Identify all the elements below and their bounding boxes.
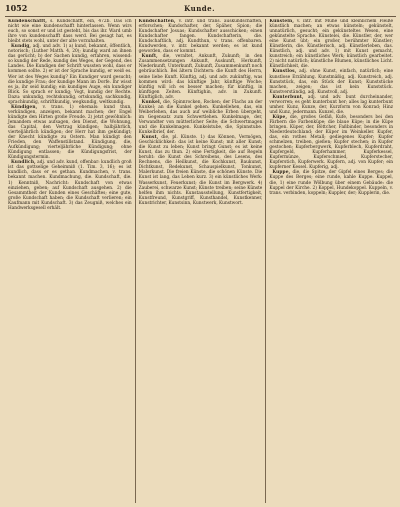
entry-paragraph: [139, 19, 263, 54]
text-columns: [5, 19, 396, 503]
entry-headword: Kunterbunt,: [272, 94, 304, 100]
entry-headword: Kuppe,: [272, 170, 291, 176]
page-header: [5, 3, 396, 17]
entry-text: v. intr. mit Mühe und kleinlichem Fleiße künstlich machen; an etwas künsteln; gekünstelt, unnatürlich, gesucht; ein gekünsteltes Wesen, eine gekünstelte Sprache. Künstelei, die. Künstler, der, wer eine Kunst übt; ein großer, berühmter Künstler; Künstlerin, die. Künstlerisch, adj. Künstlerleben, das. Künstlich, adj. und adv. 1) mit Kunst gemacht, kunstreich; ein künstliches Werk; künstlich gearbeitet. 2) nicht natürlich; künstliche Blumen, künstliches Licht. Künstlichkeit, die.: [269, 19, 394, 70]
entry-headword: Kundig,: [11, 44, 32, 50]
entry-paragraph: [8, 44, 132, 105]
entry-paragraph: [8, 19, 132, 44]
entry-paragraph: [8, 105, 132, 161]
entry-paragraph: [8, 160, 132, 210]
entry-text: adj. und adv. 1) a) kund, bekannt, öffentlich, notorisch; (Luther Matth. 4, 20); kundig ward an ihnen das gerücht; b) der Sachen kundig, erfahren, wissend: so kundig der Rede, kundig des Weges, der Gegend, des Landes. Die Kundigen der Schrift wussten wohl, dass er kommen sollte. 2) er ist der Sprache kundig, er weiß es. Wer ist des Weges kundig? Ein Kundiger ward gesucht; die kundige Frau; der kundige Mann im Dorfe. Ihr wisst es ja, ihr seid kundig; ein kundiges Auge, ein kundiger Blick. So sprach er kundig; Vogt, kundig der Rechte. Dazu: unkundig, rechtskundig, ortskundig, sachkundig, sprachkundig, schriftkundig, wegkundig, weltkundig.: [8, 44, 132, 105]
entry-paragraph: [269, 170, 393, 195]
entry-text: adj. ohne Kunst, einfach, natürlich; eine kunstlose Erzählung. Kunstmäßig, adj. Kunstreich, adj. Kunststück, das, ein Stück der Kunst; Kunststücke machen, zeigen; das ist kein Kunststück. Kunstverständig, adj. Kunstvoll, adj.: [269, 69, 394, 95]
entry-text: die, die Spitze, der Gipfel eines Berges; die Kuppe des Berges; eine runde, kahle Kuppe. Kuppel, die, 1) eine runde Wölbung über einem Gebäude: die Kuppel der Kirche. 2) Koppel, Hundekoppel. Kuppeln, v. trans. verbinden, koppeln; Kuppler, der; Kupplerin, die.: [269, 170, 394, 196]
entry-paragraph: [269, 115, 393, 171]
entry-paragraph: [139, 135, 263, 206]
column-right: [265, 19, 396, 503]
entry-paragraph: [269, 19, 393, 69]
entry-headword: Kunft,: [141, 54, 158, 60]
entry-text: v. trans. 1) ehemals: kund thun, verkündigen, anzeigen, bekannt machen; der Engel kündigte den Hirten große Freude. 2) jetzt gewöhnlich: Jemandem etwas aufsagen, den Dienst, die Wohnung, das Capital, den Vertrag kündigen; halbjährlich, vierteljährlich kündigen; der Herr hat ihm gekündigt; der Knecht kündigte zu Ostern. Man kündigt den Frieden, den Waffenstillstand. Kündigung, die, Aufkündigung; vierteljährliche Kündigung; ohne Kündigung entlassen; die Kündigungsfrist, der Kündigungstermin.: [8, 104, 132, 161]
entry-headword: Kunkel,: [141, 99, 162, 105]
entry-text: die, pl. Künste. 1) das Können, Vermögen, Geschicklichkeit: das ist keine Kunst; mit aller Kunst; die Kunst zu leben; Kunst bringt Gunst; es ist keine Kunst, das zu thun. 2) eine Fertigkeit, die auf Regeln beruht: die Kunst des Schreibens, des Lesens, des Rechnens, die Heilkunst, die Kochkunst, Baukunst, Dichtkunst, Redekunst, Schauspielkunst, Tonkunst, Malerkunst. Die freien Künste, die schönen Künste. Die Kunst ist lang, das Leben kurz. 3) ein künstliches Werk: Wasserkunst, Feuerkunst; die Kunst im Bergwerk. 4) Zauberei, schwarze Kunst; Künste treiben; seine Künste helfen ihm nichts. Kunstausstellung, Kunstfertigkeit, Kunstfreund, Kunstgriff, Kunsthandel, Kunstkenner, Kunstrichter, Kunstsinn, Kunstwerk, Kunstwort.: [138, 135, 263, 206]
entry-text: adj. und adv. bunt durcheinander, verworren; es geht kunterbunt her; alles lag kunterbunt umher. Kunz, Kunze, der, Kurzform von Konrad; Hinz und Kunz, jedermann. Kunzel, die.: [269, 94, 394, 115]
page-title: Kunde.: [184, 4, 216, 13]
column-left: [5, 19, 135, 503]
entry-paragraph: [269, 95, 393, 115]
entry-text: die, veraltet, Ankunft, Zukunft; in den Zusammensetzungen Ankunft, Auskunft, Herkunft, Niederkunft, Unterkunft, Zukunft, Zusammenkunft noch gebräuchlich. Bei ältern Dichtern: die Kunft des Herrn, seine liebe Kunft. Künftig, adj. und adv. zukünftig, was kommen wird: das künftige Jahr, künftige Woche; künftig will ich es besser machen; für künftig, in künftigen Zeiten. Künftighin, adv. in Zukunft. Künftiglich, adv.: [138, 54, 263, 100]
entry-headword: Kundschaften,: [138, 19, 176, 24]
entry-headword: Küpe,: [272, 114, 288, 120]
entry-paragraph: [139, 54, 263, 99]
entry-text: adj. und adv. kund, offenbar: kundlich groß ist das gottselige Geheimniß (1. Tim. 3, 16); es ist kundlich, dass er es gethan. Kundmachen, v. trans. bekannt machen. Kundmachung, die. Kundschaft, die. 1) Kenntniß, Nachricht: Kundschaft von etwas einziehen, geben; auf Kundschaft ausgehen. 2) die Gesammtheit der Kunden eines Geschäftes; eine gute, große Kundschaft haben; die Kundschaft verlieren; ein Kaufmann mit Kundschaft. 3) das Zeugniß, welches ein Handwerksgesell erhält.: [8, 160, 132, 211]
entry-paragraph: [269, 69, 393, 94]
column-middle: [135, 19, 266, 503]
entry-headword: Kunst,: [141, 135, 159, 141]
entry-headword: Kunstlos,: [272, 69, 297, 75]
entry-paragraph: [139, 100, 263, 135]
page-number: 1052: [5, 3, 28, 13]
entry-headword: Kundenschafft,: [8, 19, 47, 24]
entry-headword: Kündigen,: [11, 104, 38, 110]
entry-text: s. Kundschafft, ein, 472b. Das ich nicht wie eine kundenschafft hinterlassen. Wenn wirs euch, so sonst er und ist gesteht, bis das ihr. Ward umb ihre von kundenschafft dass werd. Bei gesagt hat, es bleibt stets wohl, unter der alte vorzuhalten.: [8, 19, 132, 45]
entry-headword: Kundlich,: [11, 160, 36, 166]
entry-text: die, Spinnrocken, Rocken; der Flachs an der Kunkel; an die Kunkel gehen. Kunkellehen, das, ein Weiberlehen, das auch auf weibliche Erben übergeht, im Gegensatz zum Schwertlehen. Kunkelmage, der, Verwandter von mütterlicher Seite; die Schwertmagen und die Kunkelmagen. Kunkelstube, die, Spinnstube. Kunkelbrief, der.: [138, 99, 263, 136]
entry-text: v. intr. und trans. auskundschaften, erforschen; Kundschafter, der, Späher, Spion; die Kundschafter Josuas; Kundschafter ausschicken; einen Kundschafter fangen. Kundschafterin, die. Kundschaftlich, adj. Kundthun, v. trans. offenbaren. Kundwerden, v. intr. bekannt werden; es ist kund geworden, dass er kommt.: [138, 19, 263, 55]
entry-headword: Künsteln,: [269, 19, 294, 24]
entry-text: die, großes Gefäß, Kufe, besonders bei den Färbern die Farbenküpe; die blaue Küpe; in die Küpe bringen. Küper, der, Böttcher, Faßbinder, besonders in Niederdeutschland; der Küper im Weinkeller. Kupfer, das, ein rothes Metall; gediegenes Kupfer; Kupfer schmelzen, treiben, gießen; Kupfer stechen; in Kupfer gestochen; Kupferbergwerk, Kupferblech, Kupferdraht, Kupfergeld, Kupferhammer, Kupferkessel, Kupfermünze, Kupferschmied, Kupferstecher, Kupferstich, Kupferwerk. Kupfern, adj. von Kupfer; ein kupferner Kessel. Kupferig, adj.: [269, 114, 394, 171]
